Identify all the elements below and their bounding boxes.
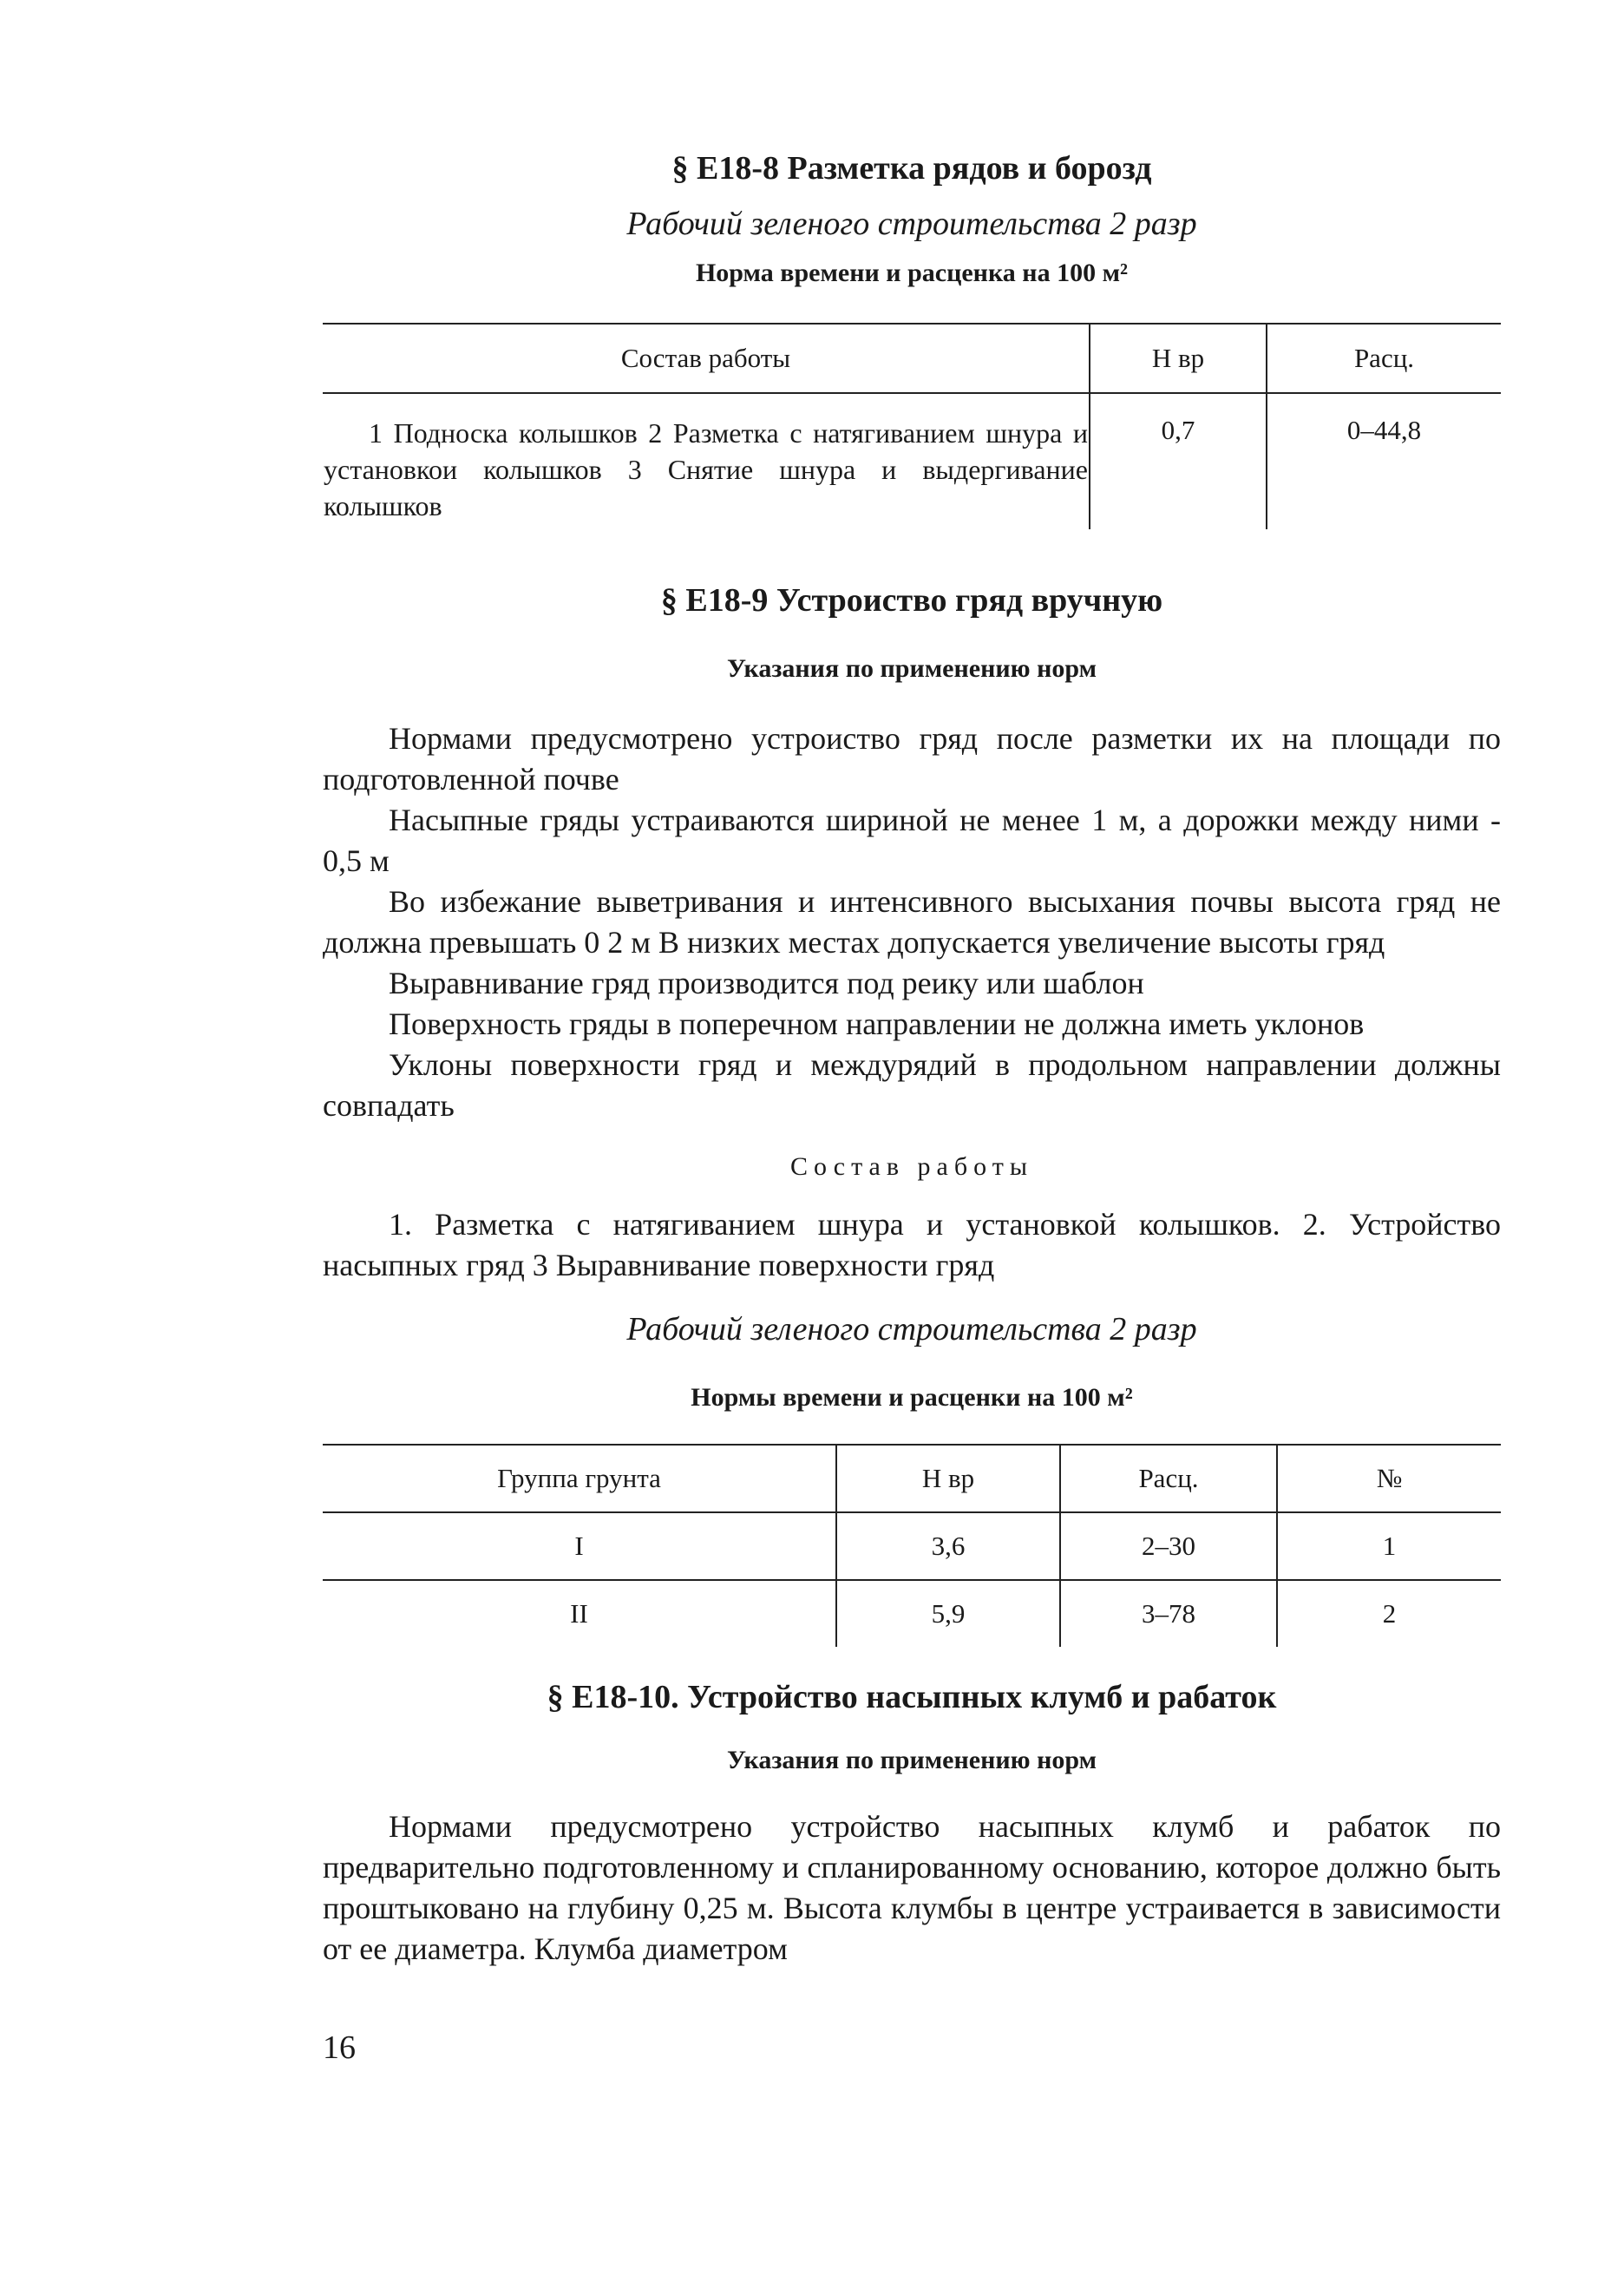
section-e18-10-paragraph: Нормами предусмотрено устройство насыпных клумб и рабаток по предварительно подготовленному и спланированному основанию, которое должно быть проштыковано на глубину 0,25 м. Высота клумбы в центре устраивается в зависимости от ее диаметра. Клумба диаметром [323, 1809, 1501, 1966]
cell-rate: 3–78 [1060, 1580, 1277, 1647]
cell-number: 2 [1382, 1598, 1397, 1629]
table-row [323, 1512, 1501, 1580]
cell-rate: 2–30 [1060, 1512, 1277, 1580]
section-e18-9-norm: Нормы времени и расценки на 100 м² [691, 1383, 1133, 1412]
section-e18-9-paragraphs [323, 718, 1501, 1126]
cell-soil-group: I [323, 1512, 836, 1580]
paragraph: Выравнивание гряд производится под реику или шаблон [389, 966, 1144, 1000]
table-e18-8 [323, 323, 1501, 529]
document-page [323, 0, 1501, 1970]
cell-work-composition: 1 Подноска колышков 2 Разметка с натягиванием шнура и установкои колышков 3 Снятие шнура и выдергивание колышков [323, 393, 1090, 529]
section-e18-10-subtitle: Указания по применению норм [726, 1746, 1097, 1774]
table-header-row [323, 324, 1501, 393]
header-soil-group: Группа грунта [323, 1445, 836, 1512]
section-e18-9-worker: Рабочий зеленого строительства 2 разр [626, 1311, 1197, 1347]
cell-soil-group: II [323, 1580, 836, 1647]
header-number: № [1277, 1445, 1501, 1512]
header-work-composition: Состав работы [323, 324, 1090, 393]
paragraph: Во избежание выветривания и интенсивного высыхания почвы высота гряд не должна превышать 0 2 м В низких местах допускается увеличение высоты гряд [323, 884, 1501, 960]
cell-time-norm: 3,6 [836, 1512, 1060, 1580]
cell-time-norm: 0,7 [1090, 393, 1267, 529]
section-e18-10-title: § Е18-10. Устройство насыпных клумб и рабаток [547, 1679, 1277, 1715]
section-e18-8-title: § Е18-8 Разметка рядов и борозд [671, 150, 1152, 187]
section-e18-9-title: § Е18-9 Устроиство гряд вручную [660, 582, 1163, 619]
table-row [323, 393, 1501, 529]
section-e18-8-worker: Рабочий зеленого строительства 2 разр [626, 206, 1197, 242]
paragraph: Поверхность гряды в поперечном направлении не должна иметь уклонов [389, 1006, 1365, 1041]
cell-time-norm: 5,9 [836, 1580, 1060, 1647]
paragraph: Насыпные гряды устраиваются шириной не менее 1 м, а дорожки между ними - 0,5 м [323, 803, 1501, 878]
paragraph: Нормами предусмотрено устроиство гряд после разметки их на площади по подготовленной почве [323, 721, 1501, 797]
cell-rate: 0–44,8 [1346, 415, 1422, 445]
section-e18-9-subtitle: Указания по применению норм [726, 654, 1097, 683]
table-e18-9 [323, 1444, 1501, 1647]
table-row [323, 1580, 1501, 1647]
header-time-norm: Н вр [836, 1445, 1060, 1512]
paragraph: Уклоны поверхности гряд и междурядий в продольном направлении должны совпадать [323, 1047, 1501, 1123]
section-e18-8-norm: Норма времени и расценка на 100 м² [695, 259, 1129, 287]
cell-number: 1 [1277, 1512, 1501, 1580]
work-composition-text: 1. Разметка с натягиванием шнура и установкой колышков. 2. Устройство насыпных гряд 3 Выравнивание поверхности гряд [323, 1207, 1501, 1282]
header-rate: Расц. [1267, 324, 1501, 393]
table-header-row [323, 1445, 1501, 1512]
header-time-norm: Н вр [1090, 324, 1267, 393]
header-rate: Расц. [1060, 1445, 1277, 1512]
page-number: 16 [323, 2029, 356, 2066]
work-composition-heading: Состав работы [790, 1152, 1033, 1181]
